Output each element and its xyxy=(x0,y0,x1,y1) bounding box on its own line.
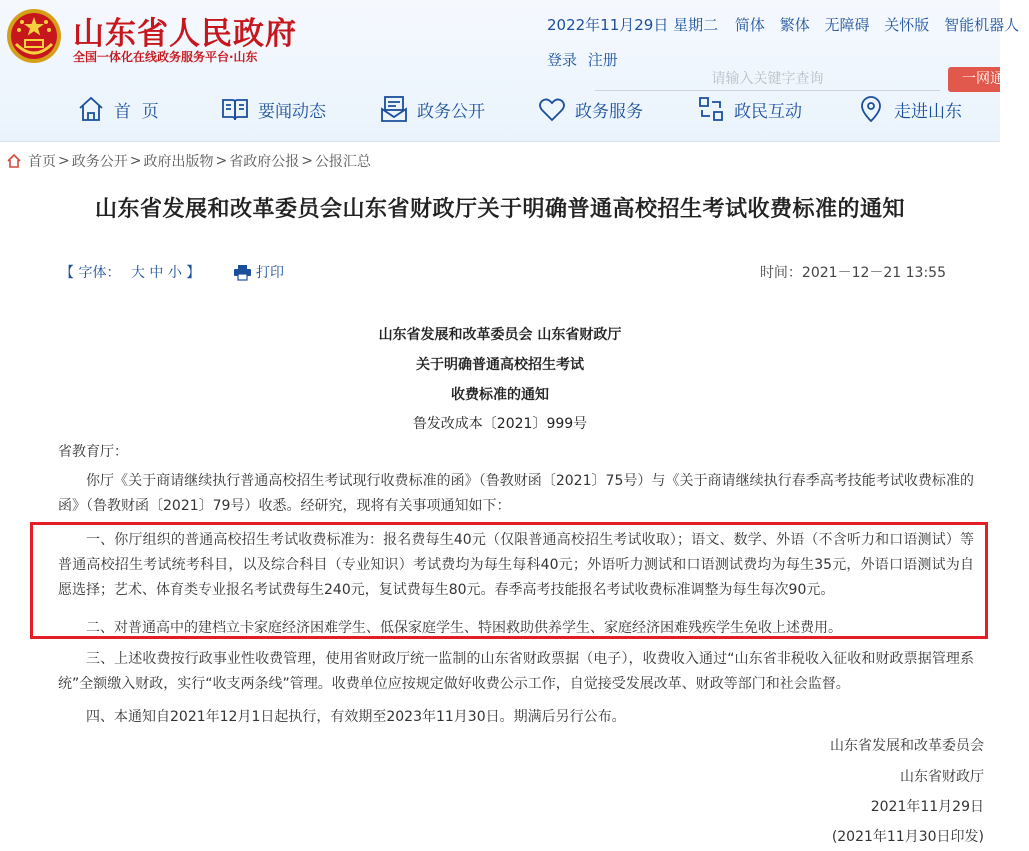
open-government-icon xyxy=(379,94,409,124)
paragraph-4-validity: 四、本通知自2021年12月1日起执行，有效期至2023年11月30日。期满后另行公布。 xyxy=(86,709,626,725)
nav-open-government[interactable] xyxy=(379,92,485,126)
home-icon xyxy=(6,153,22,169)
font-size-small[interactable]: 小 xyxy=(167,265,182,281)
nav-home[interactable] xyxy=(76,92,159,126)
national-emblem-icon[interactable] xyxy=(6,8,62,64)
breadcrumb xyxy=(6,151,371,171)
register-link[interactable]: 注册 xyxy=(587,51,618,69)
login-register xyxy=(547,49,624,70)
link-accessibility[interactable]: 无障碍 xyxy=(824,16,870,34)
font-size-close: 】 xyxy=(186,265,201,281)
link-traditional[interactable]: 繁体 xyxy=(779,16,810,34)
article-title: 山东省发展和改革委员会山东省财政厅关于明确普通高校招生考试收费标准的通知 xyxy=(94,197,905,222)
breadcrumb-open-government[interactable]: 政务公开 xyxy=(71,154,128,170)
breadcrumb-separator: > xyxy=(129,153,142,169)
breadcrumb-gazette[interactable]: 省政府公报 xyxy=(229,154,300,170)
print-date: (2021年11月30日印发) xyxy=(831,829,984,845)
breadcrumb-publications[interactable]: 政府出版物 xyxy=(143,154,214,170)
font-size-medium[interactable]: 中 xyxy=(149,265,164,281)
breadcrumb-separator: > xyxy=(58,153,70,169)
search-input[interactable] xyxy=(595,68,940,91)
doc-issuer: 山东省发展和改革委员会 山东省财政厅 xyxy=(378,327,622,343)
news-icon xyxy=(220,94,250,124)
login-link[interactable]: 登录 xyxy=(547,51,578,69)
link-care-mode[interactable]: 关怀版 xyxy=(884,16,930,34)
nav-news[interactable] xyxy=(220,92,326,126)
nav-label: 政务服务 xyxy=(575,101,643,122)
signature-date: 2021年11月29日 xyxy=(870,799,984,815)
signature-ndrc: 山东省发展和改革委员会 xyxy=(830,738,984,754)
font-size-large[interactable]: 大 xyxy=(130,265,145,281)
paragraph-2-exemptions: 二、对普通高中的建档立卡家庭经济困难学生、低保家庭学生、特困救助供养学生、家庭经济困难残疾学生免收上述费用。 xyxy=(86,620,842,636)
print-label: 打印 xyxy=(256,265,284,281)
site-title[interactable]: 山东省人民政府 xyxy=(73,16,297,52)
signature-finance: 山东省财政厅 xyxy=(900,769,984,785)
nav-services[interactable] xyxy=(537,92,643,126)
nav-label: 首 页 xyxy=(114,101,159,122)
font-size-toolbar xyxy=(60,262,200,282)
interaction-icon xyxy=(696,94,726,124)
link-smart-robot[interactable]: 智能机器人 xyxy=(944,16,1020,34)
nav-about-shandong[interactable] xyxy=(856,92,962,126)
breadcrumb-home[interactable]: 首页 xyxy=(28,154,56,170)
nav-label: 政务公开 xyxy=(417,101,485,122)
breadcrumb-separator: > xyxy=(215,153,228,169)
doc-subject-line-2: 收费标准的通知 xyxy=(451,387,549,403)
font-size-label: 【 字体： xyxy=(60,265,121,281)
nav-label: 要闻动态 xyxy=(258,101,326,122)
breadcrumb-gazette-summary[interactable]: 公报汇总 xyxy=(314,154,371,170)
nav-interaction[interactable] xyxy=(696,92,802,126)
nav-label: 走进山东 xyxy=(894,101,962,122)
location-pin-icon xyxy=(856,94,886,124)
home-icon xyxy=(76,94,106,124)
paragraph-intro: 你厅《关于商请继续执行普通高校招生考试现行收费标准的函》（鲁教财函〔2021〕75号）与《关于商请继续执行春季高考技能考试收费标准的函》（鲁教财函〔2021〕79号）收悉。经研究，现将有关事项通知如下： xyxy=(58,473,974,514)
one-net-button[interactable]: 一网通 xyxy=(948,67,1000,92)
printer-icon xyxy=(234,265,251,280)
site-header xyxy=(0,0,1020,142)
doc-number: 鲁发改成本〔2021〕999号 xyxy=(412,416,588,432)
heart-service-icon xyxy=(537,94,567,124)
publish-time: 时间：2021－12－21 13:55 xyxy=(759,265,946,281)
link-simplified[interactable]: 简体 xyxy=(734,16,765,34)
paragraph-1-fees: 一、你厅组织的普通高校招生考试收费标准为：报名费每生40元（仅限普通高校招生考试收取）；语文、数学、外语（不含听力和口语测试）等普通高校招生考试统考科目，以及综合科目（专业知识）考试费均为每生每科40元；外语听力测试和口语测试费均为每生35元，外语口语测试为自愿选择；艺术、体育类专业报名考试费每生240元，复试费每生80元。春季高考技能报名考试收费标准调整为每生每次90元。 xyxy=(58,532,974,598)
salutation: 省教育厅： xyxy=(58,444,128,460)
site-subtitle: 全国一体化在线政务服务平台·山东 xyxy=(73,50,258,64)
top-utility-bar xyxy=(547,14,1029,35)
breadcrumb-separator: > xyxy=(301,153,313,169)
main-nav xyxy=(0,92,1000,126)
current-date: 2022年11月29日 星期二 xyxy=(547,16,719,34)
print-button[interactable] xyxy=(234,262,284,282)
nav-label: 政民互动 xyxy=(734,101,802,122)
paragraph-3-management: 三、上述收费按行政事业性收费管理，使用省财政厅统一监制的山东省财政票据（电子），收费收入通过“山东省非税收入征收和财政票据管理系统”全额缴入财政，实行“收支两条线”管理。收费单位应按规定做好收费公示工作，自觉接受发展改革、财政等部门和社会监督。 xyxy=(58,651,974,692)
doc-subject-line-1: 关于明确普通高校招生考试 xyxy=(416,357,584,373)
